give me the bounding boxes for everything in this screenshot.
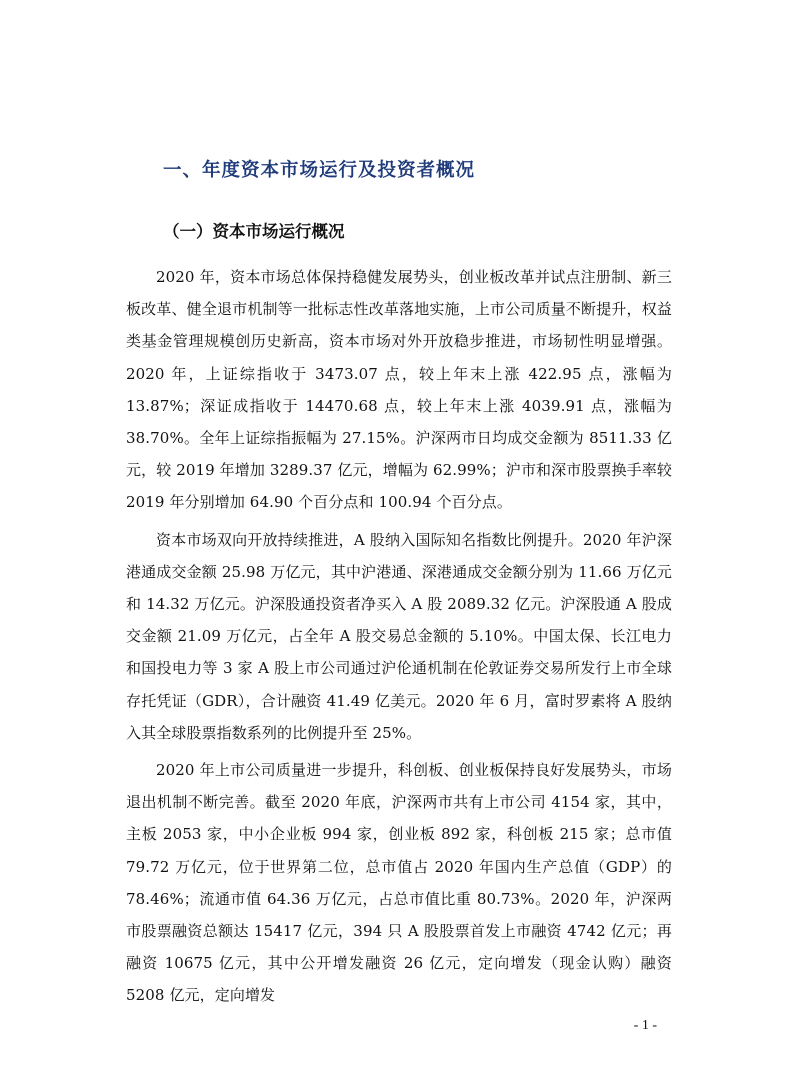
section-title: 一、年度资本市场运行及投资者概况 — [163, 160, 476, 181]
body-text — [126, 261, 672, 1017]
paragraph-opening-up: 资本市场双向开放持续推进，A 股纳入国际知名指数比例提升。2020 年沪深港通成交金额 25.98 万亿元，其中沪港通、深港通成交金额分别为 11.66 万亿元和 14.32 万亿元。沪深股通投资者净买入 A 股 2089.32 亿元。沪深股通 A 股成交金额 21.09 万亿元，占全年 A 股交易总金额的 5.10%。中国太保、长江电力和国投电力等 3 家 A 股上市公司通过沪伦通机制在伦敦证券交易所发行上市全球存托凭证（GDR），合计融资 41.49 亿美元。2020 年 6 月，富时罗素将 A 股纳入其全球股票指数系列的比例提升至 25%。 — [126, 530, 672, 742]
subsection-title: （一）资本市场运行概况 — [163, 222, 345, 241]
paragraph-market-overview: 2020 年，资本市场总体保持稳健发展势头，创业板改革并试点注册制、新三板改革、健全退市机制等一批标志性改革落地实施，上市公司质量不断提升，权益类基金管理规模创历史新高，资本市场对外开放稳步推进，市场韧性明显增强。2020 年，上证综指收于 3473.07 点，较上年末上涨 422.95 点，涨幅为13.87%；深证成指收于 14470.68 点，较上年末上涨 4039.91 点，涨幅为 38.70%。全年上证综指振幅为 27.15%。沪深两市日均成交金额为 8511.33 亿元，较 2019 年增加 3289.37 亿元，增幅为 62.99%；沪市和深市股票换手率较 2019 年分别增加 64.90 个百分点和 100.94 个百分点。 — [126, 268, 672, 512]
paragraph-listed-companies: 2020 年上市公司质量进一步提升，科创板、创业板保持良好发展势头，市场退出机制不断完善。截至 2020 年底，沪深两市共有上市公司 4154 家，其中，主板 2053 家，中小企业板 994 家，创业板 892 家，科创板 215 家；总市值 79.72 万亿元，位于世界第二位，总市值占 2020 年国内生产总值（GDP）的 78.46%；流通市值 64.36 万亿元，占总市值比重 80.73%。2020 年，沪深两市股票融资总额达 15417 亿元，394 只 A 股股票首发上市融资 4742 亿元；再融资 10675 亿元，其中公开增发融资 26 亿元，定向增发（现金认购）融资 5208 亿元，定向增发 — [126, 761, 672, 1005]
page-number: - 1 - — [633, 1018, 657, 1033]
